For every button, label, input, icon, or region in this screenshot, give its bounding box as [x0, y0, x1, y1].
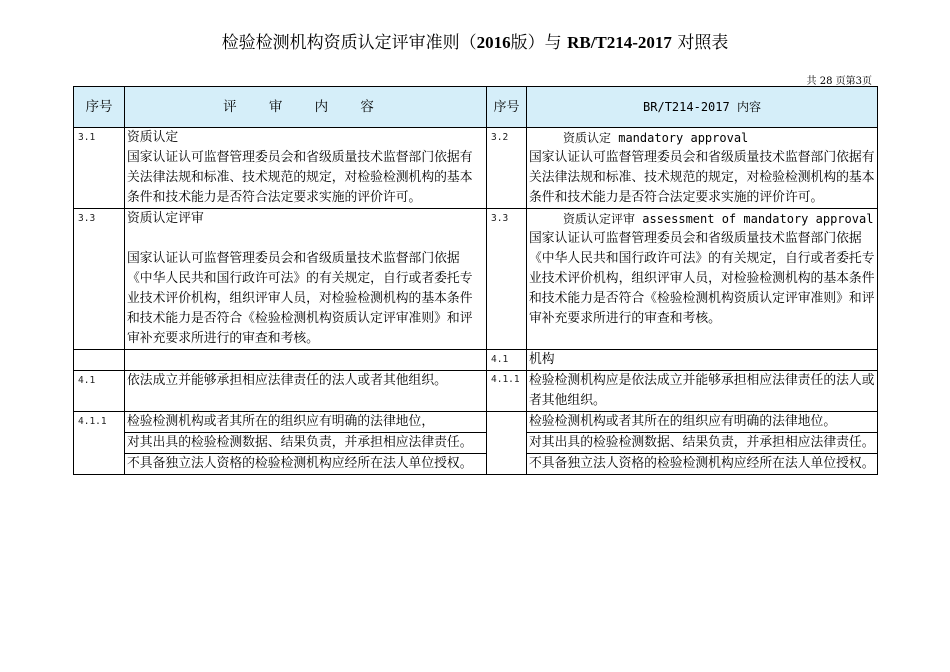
- document-title: 检验检测机构资质认定评审准则（2016版）与 RB/T214-2017 对照表: [221, 33, 729, 53]
- left-clause-number: [74, 350, 125, 371]
- right-clause-content: 不具备独立法人资格的检验检测机构应经所在法人单位授权。: [527, 454, 878, 475]
- left-clause-number: 4.1: [74, 371, 125, 412]
- header-left-content: 评 审 内 容: [125, 87, 487, 128]
- right-clause-content: 对其出具的检验检测数据、结果负责，并承担相应法律责任。: [527, 433, 878, 454]
- left-clause-content: 检验检测机构或者其所在的组织应有明确的法律地位，: [125, 412, 487, 433]
- table-row: [74, 412, 878, 433]
- left-clause-content: [125, 350, 487, 371]
- left-clause-number: 4.1.1: [74, 412, 125, 475]
- header-right-content: BR/T214-2017 内容: [527, 87, 878, 128]
- right-clause-content: 资质认定 mandatory approval 国家认证认可监督管理委员会和省级质量技术监督部门依据有关法律法规和标准、技术规范的规定，对检验检测机构的基本条件和技术能力是否符合法定要求实施的评价许可。: [527, 128, 878, 209]
- page-number: 共 28 页第3页: [806, 76, 872, 87]
- right-clause-number: 3.2: [487, 128, 527, 209]
- table-row: [74, 433, 878, 454]
- left-clause-content: 资质认定评审 国家认证认可监督管理委员会和省级质量技术监督部门依据《中华人民共和国行政许可法》的有关规定，自行或者委托专业技术评价机构，组织评审人员，对检验检测机构的基本条件和技术能力是否符合《检验检测机构资质认定评审准则》和评审补充要求所进行的审查和考核。: [125, 209, 487, 350]
- table-row: [74, 350, 878, 371]
- table-row: [74, 454, 878, 475]
- header-right-number: 序号: [487, 87, 527, 128]
- right-clause-content: 资质认定评审 assessment of mandatory approval 国家认证认可监督管理委员会和省级质量技术监督部门依据《中华人民共和国行政许可法》的有关规定，自行或者委托专业技术评价机构，组织评审人员，对检验检测机构的基本条件和技术能力是否符合《检验检测机构资质认定评审准则》和评审补充要求所进行的审查和考核。: [527, 209, 878, 350]
- table-row: [74, 371, 878, 412]
- left-clause-number: 3.3: [74, 209, 125, 350]
- comparison-table: [73, 86, 878, 475]
- table-row: [74, 128, 878, 209]
- left-clause-content: 依法成立并能够承担相应法律责任的法人或者其他组织。: [125, 371, 487, 412]
- right-clause-content: 检验检测机构应是依法成立并能够承担相应法律责任的法人或者其他组织。: [527, 371, 878, 412]
- left-clause-number: 3.1: [74, 128, 125, 209]
- right-clause-number: 4.1.1: [487, 371, 527, 412]
- left-clause-content: 对其出具的检验检测数据、结果负责，并承担相应法律责任。: [125, 433, 487, 454]
- left-clause-content: 不具备独立法人资格的检验检测机构应经所在法人单位授权。: [125, 454, 487, 475]
- right-clause-content: 检验检测机构或者其所在的组织应有明确的法律地位。: [527, 412, 878, 433]
- table-header-row: [74, 87, 878, 128]
- right-clause-number: 3.3: [487, 209, 527, 350]
- right-clause-content: 机构: [527, 350, 878, 371]
- header-left-number: 序号: [74, 87, 125, 128]
- right-clause-number: 4.1: [487, 350, 527, 371]
- left-clause-content: 资质认定 国家认证认可监督管理委员会和省级质量技术监督部门依据有关法律法规和标准、技术规范的规定，对检验检测机构的基本条件和技术能力是否符合法定要求实施的评价许可。: [125, 128, 487, 209]
- right-clause-number: [487, 412, 527, 475]
- table-row: [74, 209, 878, 350]
